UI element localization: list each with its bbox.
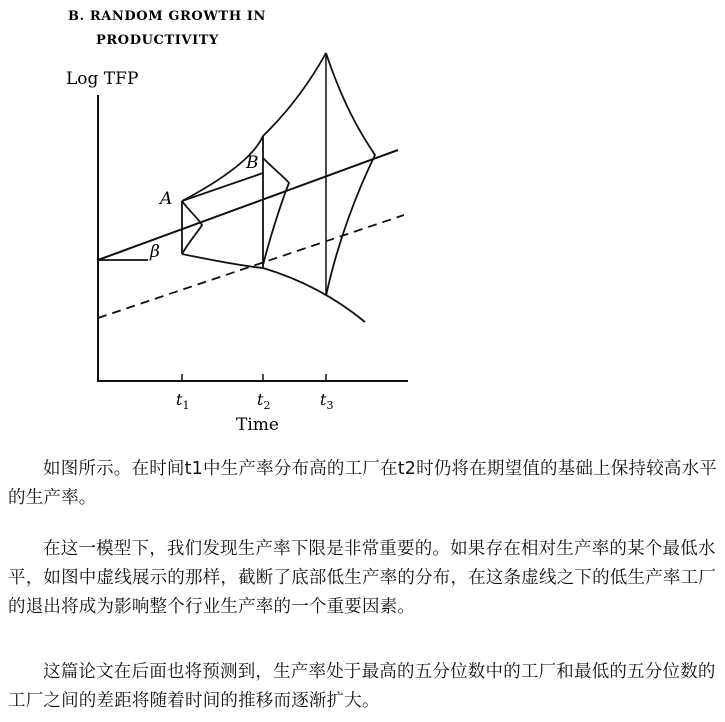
paragraph-1: 如图所示。在时间t1中生产率分布高的工厂在t2时仍将在期望值的基础上保持较高水平的生产率。 — [8, 459, 717, 508]
upper-envelope-curve — [182, 53, 326, 201]
panel-title-line1: B. RANDOM GROWTH IN — [68, 9, 267, 24]
point-a-label: A — [160, 189, 173, 209]
point-b-label: B — [246, 153, 259, 173]
distribution-t2 — [263, 158, 289, 265]
paragraph-2: 在这一模型下，我们发现生产率下限是非常重要的。如果存在相对生产率的某个最低水平，如图中虚线展示的那样，截断了底部低生产率的分布，在这条虚线之下的低生产率工厂的退出将成为影响整个行业生产率的一个重要因素。 — [8, 539, 716, 617]
y-axis-label: Log TFP — [66, 69, 139, 89]
lower-envelope-curve — [182, 254, 365, 322]
paragraph-3: 这篇论文在后面也将预测到，生产率处于最高的五分位数中的工厂和最低的五分位数的工厂之间的差距将随着时间的推移而逐渐扩大。 — [8, 662, 716, 711]
slope-beta-label: β — [150, 242, 160, 262]
tick-label-t3: $t_3$ — [320, 390, 334, 412]
panel-title-line2: PRODUCTIVITY — [96, 33, 219, 48]
x-axis-label: Time — [236, 415, 279, 435]
tick-label-t1: $t_1$ — [176, 390, 190, 412]
tick-label-t2: $t_2$ — [257, 390, 271, 412]
